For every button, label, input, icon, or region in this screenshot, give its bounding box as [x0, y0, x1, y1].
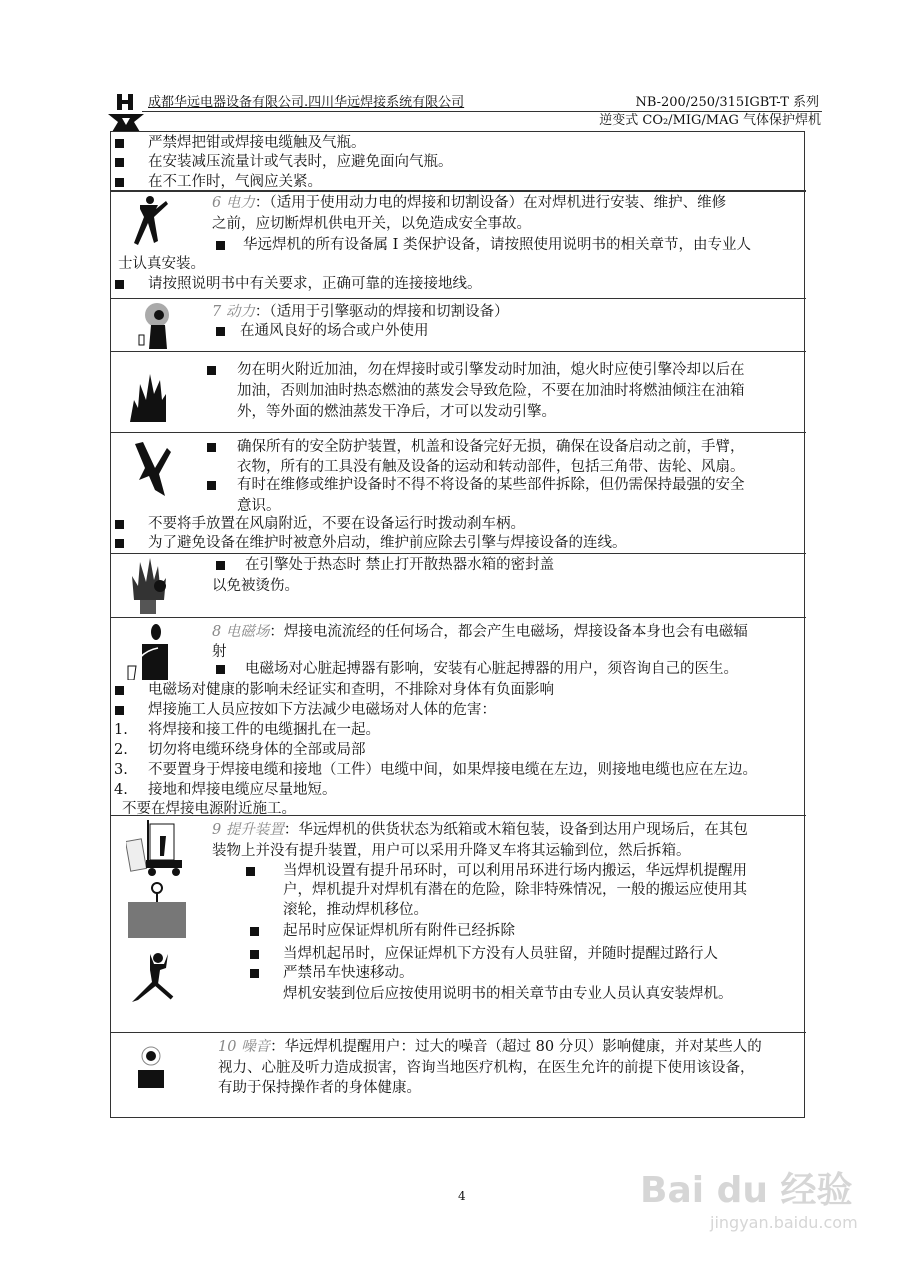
bullet	[216, 665, 225, 674]
fuel-text: 外，等外面的燃油蒸发干净后，才可以发动引擎。	[237, 404, 556, 420]
row-divider	[110, 553, 806, 554]
power-text: 请按照说明书中有关要求，正确可靠的连接接地线。	[148, 276, 482, 292]
section-power-heading: 6 电力：（适用于使用动力电的焊接和切割设备）在对焊机进行安装、维护、维修	[212, 195, 727, 211]
noise-hazard-icon	[136, 1046, 166, 1088]
section-emf-heading: 8 电磁场：焊接电流流经的任何场合，都会产生电磁场，焊接设备本身也会有电磁辐	[212, 624, 748, 640]
emf-text: 电磁场对健康的影响未经证实和查明，不排除对身体有负面影响	[148, 682, 554, 698]
bullet	[115, 280, 124, 289]
gas-warning: 在不工作时，气阀应关紧。	[148, 174, 322, 190]
fuel-text: 勿在明火附近加油，勿在焊接时或引擎发动时加油，熄火时应使引擎冷却以后在	[237, 362, 745, 378]
list-item: 接地和焊接电缆应尽量地短。	[148, 782, 337, 798]
fumes-person-icon	[135, 303, 177, 349]
bullet	[250, 969, 259, 978]
bullet	[115, 520, 124, 529]
product-subtitle: 逆变式 CO₂/MIG/MAG 气体保护焊机	[599, 113, 821, 128]
guards-text: 不要将手放置在风扇附近，不要在设备运行时拨动刹车柄。	[148, 516, 525, 532]
list-number: 1.	[114, 722, 128, 738]
power-text: 之前，应切断焊机供电开关，以免造成安全事故。	[212, 216, 531, 232]
electromagnetic-field-icon	[126, 622, 172, 680]
bullet	[115, 539, 124, 548]
list-number: 4.	[114, 782, 128, 798]
company-name: 成都华远电器设备有限公司.四川华远焊接系统有限公司	[148, 95, 465, 110]
header-rule	[142, 111, 822, 112]
watermark-brand: Bai du 经验	[640, 1170, 853, 1211]
row-divider	[110, 432, 806, 433]
guards-text: 意识。	[237, 498, 281, 514]
falling-person-icon	[128, 950, 180, 1006]
section-lift-heading: 9 提升装置：华远焊机的供货状态为纸箱或木箱包装，设备到达用户现场后，在其包	[212, 822, 748, 838]
power-text: 华远焊机的所有设备属 I 类保护设备，请按照使用说明书的相关章节，由专业人	[243, 237, 751, 253]
lift-text: 当焊机起吊时，应保证焊机下方没有人员驻留，并随时提醒过路行人	[283, 946, 718, 962]
bullet	[250, 950, 259, 959]
row-divider	[110, 298, 806, 299]
bullet	[246, 867, 255, 876]
noise-text: 视力、心脏及听力造成损害，咨询当地医疗机构，在医生允许的前提下使用该设备，	[218, 1060, 755, 1076]
list-item: 切勿将电缆环绕身体的全部或局部	[148, 742, 366, 758]
section-engine-heading: 7 动力：（适用于引擎驱动的焊接和切割设备）	[212, 304, 509, 320]
noise-text: 有助于保持操作者的身体健康。	[218, 1080, 421, 1096]
bullet	[115, 139, 124, 148]
emf-text: 焊接施工人员应按如下方法减少电磁场对人体的危害：	[148, 702, 496, 718]
row-divider	[110, 351, 806, 352]
guards-text: 确保所有的安全防护装置，机盖和设备完好无损，确保在设备启动之前，手臂，	[237, 439, 745, 455]
list-number: 2.	[114, 742, 128, 758]
emf-text: 电磁场对心脏起搏器有影响，安装有心脏起搏器的用户，须咨询自己的医生。	[245, 661, 738, 677]
row-divider	[110, 1032, 806, 1033]
power-text: 士认真安装。	[118, 256, 205, 272]
guards-text: 衣物，所有的工具没有触及设备的运动和转动部件，包括三角带、齿轮、风扇。	[237, 459, 745, 475]
guards-text: 有时在维修或维护设备时不得不将设备的某些部件拆除，但仍需保持最强的安全	[237, 477, 745, 493]
list-item: 不要置身于焊接电缆和接地（工件）电缆中间，如果焊接电缆在左边，则接地电缆也应在左边。	[148, 762, 757, 778]
bullet	[115, 686, 124, 695]
bullet	[207, 443, 216, 452]
hot-radiator-icon	[128, 556, 172, 616]
lift-text: 装物上并没有提升装置，用户可以采用升降叉车将其运输到位，然后拆箱。	[212, 843, 691, 859]
product-series: NB-200/250/315IGBT-T 系列	[635, 95, 819, 110]
gas-warning: 在安装减压流量计或气表时，应避免面向气瓶。	[148, 154, 453, 170]
bullet	[216, 241, 225, 250]
lift-text: 起吊时应保证焊机所有附件已经拆除	[283, 923, 515, 939]
bullet	[250, 927, 259, 936]
welding-logo-icon	[108, 94, 144, 132]
crane-hook-load-icon	[126, 880, 188, 940]
lift-text: 当焊机设置有提升吊环时，可以利用吊环进行场内搬运，华远焊机提醒用	[283, 863, 747, 879]
bullet	[115, 706, 124, 715]
bullet	[207, 481, 216, 490]
row-divider	[110, 617, 806, 618]
bullet	[216, 327, 225, 336]
section-noise-heading: 10 噪音：华远焊机提醒用户：过大的噪音（超过 80 分贝）影响健康，并对某些人的	[218, 1039, 762, 1055]
lift-text: 焊机安装到位后应按使用说明书的相关章节由专业人员认真安装焊机。	[283, 986, 733, 1002]
guards-text: 为了避免设备在维护时被意外启动，维护前应除去引擎与焊接设备的连线。	[148, 535, 627, 551]
radiator-text: 以免被烫伤。	[212, 578, 299, 594]
lift-text: 户，焊机提升对焊机有潜在的危险，除非特殊情况，一般的搬运应使用其	[283, 882, 747, 898]
bullet	[115, 178, 124, 187]
bullet	[207, 366, 216, 375]
baidu-watermark	[640, 1162, 858, 1232]
watermark-url: jingyan.baidu.com	[710, 1213, 858, 1232]
page-number: 4	[458, 1189, 466, 1203]
gas-warning: 严禁焊把钳或焊接电缆触及气瓶。	[148, 135, 366, 151]
engine-text: 在通风良好的场合或户外使用	[240, 323, 429, 339]
fuel-text: 加油，否则加油时热态燃油的蒸发会导致危险，不要在加油时将燃油倾注在油箱	[237, 383, 745, 399]
bullet	[115, 158, 124, 167]
forklift-icon	[126, 820, 184, 878]
lift-text: 滚轮，推动焊机移位。	[283, 902, 428, 918]
lift-text: 严禁吊车快速移动。	[283, 965, 414, 981]
list-item: 将焊接和接工件的电缆捆扎在一起。	[148, 722, 380, 738]
emf-text: 不要在焊接电源附近施工。	[122, 801, 296, 817]
fire-icon	[128, 370, 168, 422]
emf-text: 射	[212, 644, 227, 660]
electric-shock-icon	[130, 195, 174, 247]
list-number: 3.	[114, 762, 128, 778]
bullet	[216, 561, 225, 570]
hand-entanglement-icon	[133, 440, 173, 498]
radiator-text: 在引擎处于热态时 禁止打开散热器水箱的密封盖	[245, 557, 555, 573]
